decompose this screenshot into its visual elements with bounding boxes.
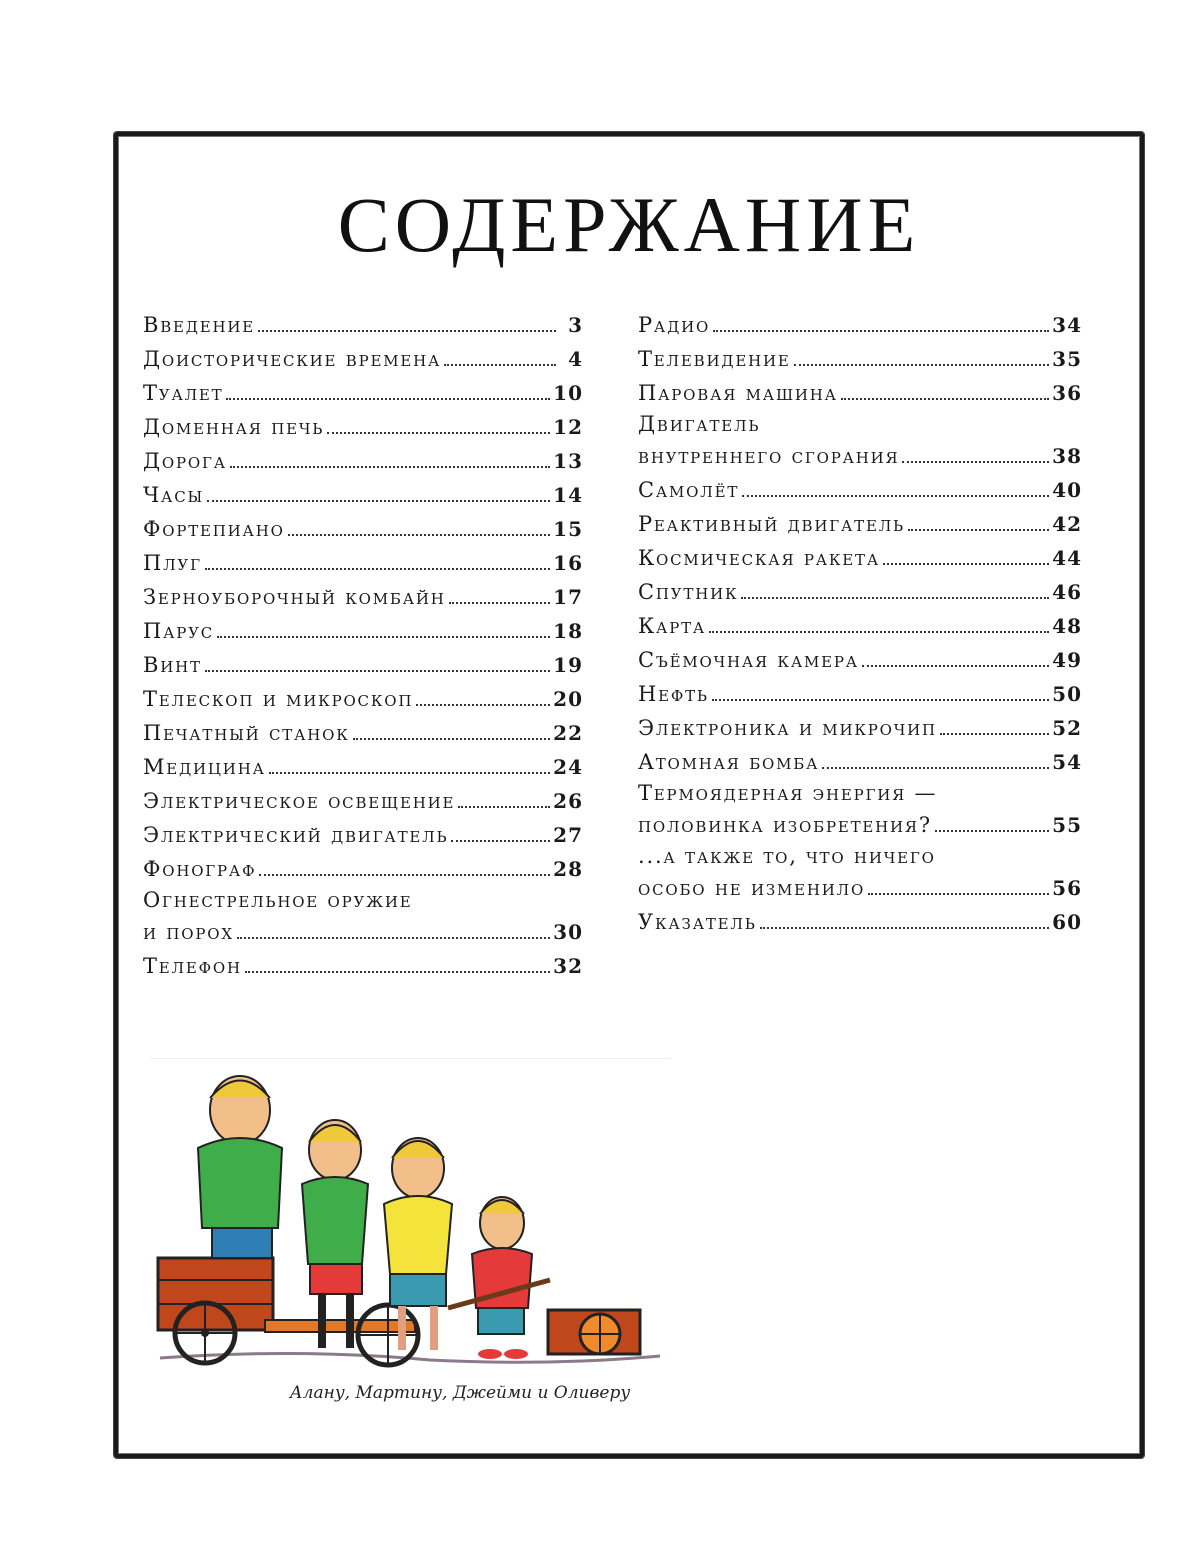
toc-entry-page: 44 (1052, 546, 1082, 570)
leader-dots (217, 635, 550, 638)
toc-entry (143, 376, 583, 410)
toc-entry-page: 24 (553, 755, 583, 779)
toc-entry (638, 473, 1082, 507)
leader-dots (741, 596, 1049, 599)
toc-entry (143, 682, 583, 716)
toc-entry (638, 507, 1082, 541)
toc-entry-page: 34 (1052, 313, 1082, 337)
toc-entry-page: 12 (553, 415, 583, 439)
toc-entry (638, 410, 1082, 473)
leader-dots (794, 363, 1050, 366)
toc-entry-label: Электроника и микрочип (638, 716, 937, 740)
toc-entry-page: 18 (553, 619, 583, 643)
toc-entry (143, 716, 583, 750)
toc-entry-label: Парус (143, 619, 215, 643)
toc-entry-label-line1: Термоядерная энергия — (638, 781, 938, 805)
toc-entry-page: 26 (553, 789, 583, 813)
toc-entry-page: 15 (553, 517, 583, 541)
leader-dots (841, 397, 1049, 400)
toc-entry-page: 4 (568, 347, 583, 371)
leader-dots (868, 892, 1049, 895)
leader-dots (908, 528, 1049, 531)
toc-entry-label: Телескоп и микроскоп (143, 687, 414, 711)
toc-entry (638, 541, 1082, 575)
toc-entry-label: Фонограф (143, 857, 257, 881)
toc-entry-page: 56 (1052, 876, 1082, 900)
toc-entry (143, 852, 583, 886)
toc-entry-label: Дорога (143, 449, 227, 473)
toc-entry-label: Фортепиано (143, 517, 285, 541)
toc-entry-label: Космическая ракета (638, 546, 881, 570)
toc-entry-page: 52 (1052, 716, 1082, 740)
toc-entry (638, 575, 1082, 609)
toc-entry-page: 20 (553, 687, 583, 711)
toc-entry (638, 643, 1082, 677)
toc-entry-label: Съёмочная камера (638, 648, 859, 672)
toc-entry-page: 48 (1052, 614, 1082, 638)
toc-entry-label: Паровая машина (638, 381, 838, 405)
toc-entry-page: 17 (553, 585, 583, 609)
toc-entry-label: Доменная печь (143, 415, 325, 439)
leader-dots (259, 873, 550, 876)
toc-entry-label-line1: Двигатель (638, 412, 761, 436)
leader-dots (353, 737, 551, 740)
toc-entry (638, 609, 1082, 643)
toc-entry (638, 745, 1082, 779)
toc-entry-page: 60 (1052, 910, 1082, 934)
leader-dots (883, 562, 1049, 565)
toc-entry-label: Доисторические времена (143, 347, 442, 371)
toc-entry-page: 40 (1052, 478, 1082, 502)
leader-dots (458, 805, 550, 808)
leader-dots (245, 970, 550, 973)
illustration-children-inventors (150, 1058, 670, 1378)
toc-entry-label: Часы (143, 483, 205, 507)
toc-entry (143, 410, 583, 444)
toc-entry-page: 50 (1052, 682, 1082, 706)
leader-dots (940, 732, 1049, 735)
leader-dots (822, 766, 1049, 769)
toc-entry-label: Атомная бомба (638, 750, 820, 774)
toc-entry-label: и порох (143, 920, 234, 944)
toc-entry-label: Введение (143, 313, 256, 337)
toc-entry-page: 49 (1052, 648, 1082, 672)
leader-dots (269, 771, 550, 774)
toc-entry-label: Карта (638, 614, 707, 638)
leader-dots (449, 601, 551, 604)
leader-dots (416, 703, 550, 706)
dedication: Алану, Мартину, Джейми и Оливеру (289, 1383, 631, 1403)
leader-dots (760, 926, 1050, 929)
toc-entry (638, 905, 1082, 939)
leader-dots (207, 499, 550, 502)
toc-entry (143, 342, 583, 376)
leader-dots (205, 669, 550, 672)
toc-entry-page: 19 (553, 653, 583, 677)
toc-entry-label: Реактивный двигатель (638, 512, 905, 536)
toc-entry (143, 478, 583, 512)
toc-entry-label: особо не изменило (638, 876, 866, 900)
leader-dots (902, 460, 1049, 463)
toc-entry-page: 16 (553, 551, 583, 575)
toc-entry-page: 27 (553, 823, 583, 847)
toc-entry (143, 308, 583, 342)
toc-entry (143, 580, 583, 614)
leader-dots (709, 630, 1049, 633)
leader-dots (451, 839, 550, 842)
toc-entry-page: 46 (1052, 580, 1082, 604)
leader-dots (444, 363, 556, 366)
toc-entry-label: Нефть (638, 682, 709, 706)
toc-entry-page: 10 (553, 381, 583, 405)
toc-entry-page: 32 (553, 954, 583, 978)
leader-dots (712, 698, 1049, 701)
toc-entry-label: Радио (638, 313, 711, 337)
leader-dots (742, 494, 1049, 497)
toc-entry (638, 376, 1082, 410)
toc-entry-page: 55 (1052, 813, 1082, 837)
toc-entry-label: Указатель (638, 910, 757, 934)
toc-entry-label: Телефон (143, 954, 242, 978)
toc-entry (143, 614, 583, 648)
toc-entry (638, 308, 1082, 342)
toc-entry-page: 14 (553, 483, 583, 507)
toc-entry-page: 28 (553, 857, 583, 881)
toc-entry (143, 512, 583, 546)
toc-entry-label: Электрическое освещение (143, 789, 456, 813)
toc-entry-label-line1: Огнестрельное оружие (143, 888, 413, 912)
page-title: СОДЕРЖАНИЕ (337, 181, 921, 268)
leader-dots (205, 567, 550, 570)
toc-entry-page: 3 (568, 313, 583, 337)
leader-dots (258, 329, 556, 332)
toc-entry (143, 886, 583, 949)
leader-dots (862, 664, 1049, 667)
leader-dots (237, 936, 550, 939)
toc-entry (143, 648, 583, 682)
toc-entry-page: 42 (1052, 512, 1082, 536)
toc-entry-label: Винт (143, 653, 202, 677)
toc-entry-label: Телевидение (638, 347, 791, 371)
toc-entry (143, 444, 583, 478)
toc-entry (143, 818, 583, 852)
toc-entry-page: 36 (1052, 381, 1082, 405)
toc-entry (638, 677, 1082, 711)
toc-entry-label: Зерноуборочный комбайн (143, 585, 446, 609)
toc-entry-page: 13 (553, 449, 583, 473)
leader-dots (935, 829, 1049, 832)
toc-entry-label: Самолёт (638, 478, 740, 502)
toc-left-column (143, 308, 583, 983)
leader-dots (713, 329, 1049, 332)
toc-entry-label: внутреннего сгорания (638, 444, 900, 468)
leader-dots (230, 465, 550, 468)
toc-entry (143, 949, 583, 983)
toc-entry-label: Электрический двигатель (143, 823, 449, 847)
toc-entry-page: 30 (553, 920, 583, 944)
toc-entry (143, 784, 583, 818)
toc-entry (143, 750, 583, 784)
toc-entry-label-line1: ...а также то, что ничего (638, 844, 936, 868)
toc-entry-label: Плуг (143, 551, 202, 575)
toc-entry-label: Туалет (143, 381, 224, 405)
toc-entry (638, 779, 1082, 842)
toc-entry-label: половинка изобретения? (638, 813, 932, 837)
toc-entry-label: Медицина (143, 755, 266, 779)
toc-entry-label: Спутник (638, 580, 739, 604)
toc-entry-page: 35 (1052, 347, 1082, 371)
toc-entry-page: 38 (1052, 444, 1082, 468)
toc-entry-page: 22 (553, 721, 583, 745)
leader-dots (226, 397, 550, 400)
toc-entry (638, 342, 1082, 376)
toc-entry (143, 546, 583, 580)
toc-entry (638, 842, 1082, 905)
toc-entry-page: 54 (1052, 750, 1082, 774)
leader-dots (327, 431, 550, 434)
leader-dots (288, 533, 550, 536)
toc-right-column (638, 308, 1082, 939)
toc-entry-label: Печатный станок (143, 721, 350, 745)
toc-entry (638, 711, 1082, 745)
